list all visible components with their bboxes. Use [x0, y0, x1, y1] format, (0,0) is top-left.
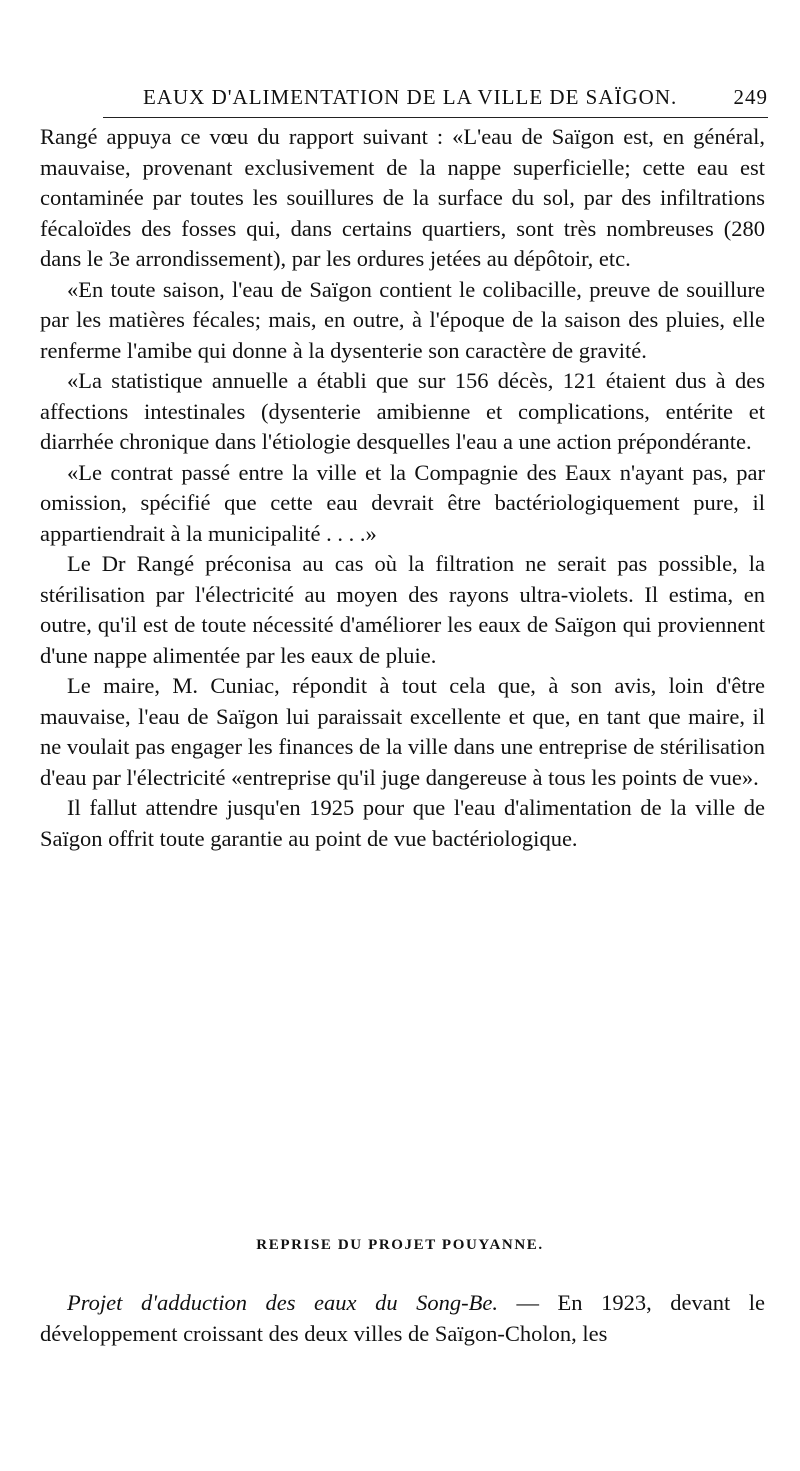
paragraph-2: «En toute saison, l'eau de Saïgon contient le colibacille, preuve de souillure par les matières fécales; mais, en outre, à l'époque de la saison des pluies, elle renferme l'amibe qui donne à la dysenterie son caractère de gravité.	[40, 276, 765, 363]
page-number: 249	[733, 85, 768, 109]
section-paragraph	[40, 1287, 765, 1349]
paragraph-3: «La statistique annuelle a établi que sur 156 décès, 121 étaient dus à des affections intestinales (dysenterie amibienne et complications, entérite et diarrhée chronique dans l'étiologie desquelles l'eau a une action prépondérante.	[40, 368, 765, 454]
paragraph-5: Le Dr Rangé préconisa au cas où la filtration ne serait pas possible, la stérilisation par l'électricité au moyen des rayons ultra-violets. Il estima, en outre, qu'il est de toute nécessité d'améliorer les eaux de Saïgon qui proviennent d'une nappe alimentée par les eaux de pluie.	[40, 551, 765, 668]
section-italic-lead: Projet d'adduction des eaux du Song-Be.	[67, 1290, 498, 1315]
paragraph-4: «Le contrat passé entre la ville et la Compagnie des Eaux n'ayant pas, par omission, spécifié que cette eau devrait être bactériologiquement pure, il appartiendrait à la municipalité . . . .»	[40, 459, 765, 546]
section-continuation: — En 1923, devant le développement croissant des deux villes de Saïgon-Cholon, les	[40, 1290, 765, 1346]
section-heading: REPRISE DU PROJET POUYANNE.	[256, 1237, 544, 1253]
paragraph-6: Le maire, M. Cuniac, répondit à tout cela que, à son avis, loin d'être mauvaise, l'eau de Saïgon lui paraissait excellente et que, en tant que maire, il ne voulait pas engager les finances de la ville dans une entreprise de stérilisation d'eau par l'électricité «entreprise qu'il juge dangereuse à tous les points de vue».	[40, 673, 765, 790]
paragraph-1: Rangé appuya ce vœu du rapport suivant : «L'eau de Saïgon est, en général, mauvaise, provenant exclusivement de la nappe superficielle; cette eau est contaminée par toutes les souillures de la surface du sol, par des infiltrations fécaloïdes des fosses qui, dans certains quartiers, sont très nombreuses (280 dans le 3e arrondissement), par les ordures jetées au dépôtoir, etc.	[40, 124, 765, 271]
running-header	[103, 82, 768, 118]
body-text	[40, 122, 765, 854]
paragraph-7: Il fallut attendre jusqu'en 1925 pour que l'eau d'alimentation de la ville de Saïgon offrit toute garantie au point de vue bactériologique.	[40, 795, 765, 851]
running-title: EAUX D'ALIMENTATION DE LA VILLE DE SAÏGON.	[143, 85, 678, 109]
